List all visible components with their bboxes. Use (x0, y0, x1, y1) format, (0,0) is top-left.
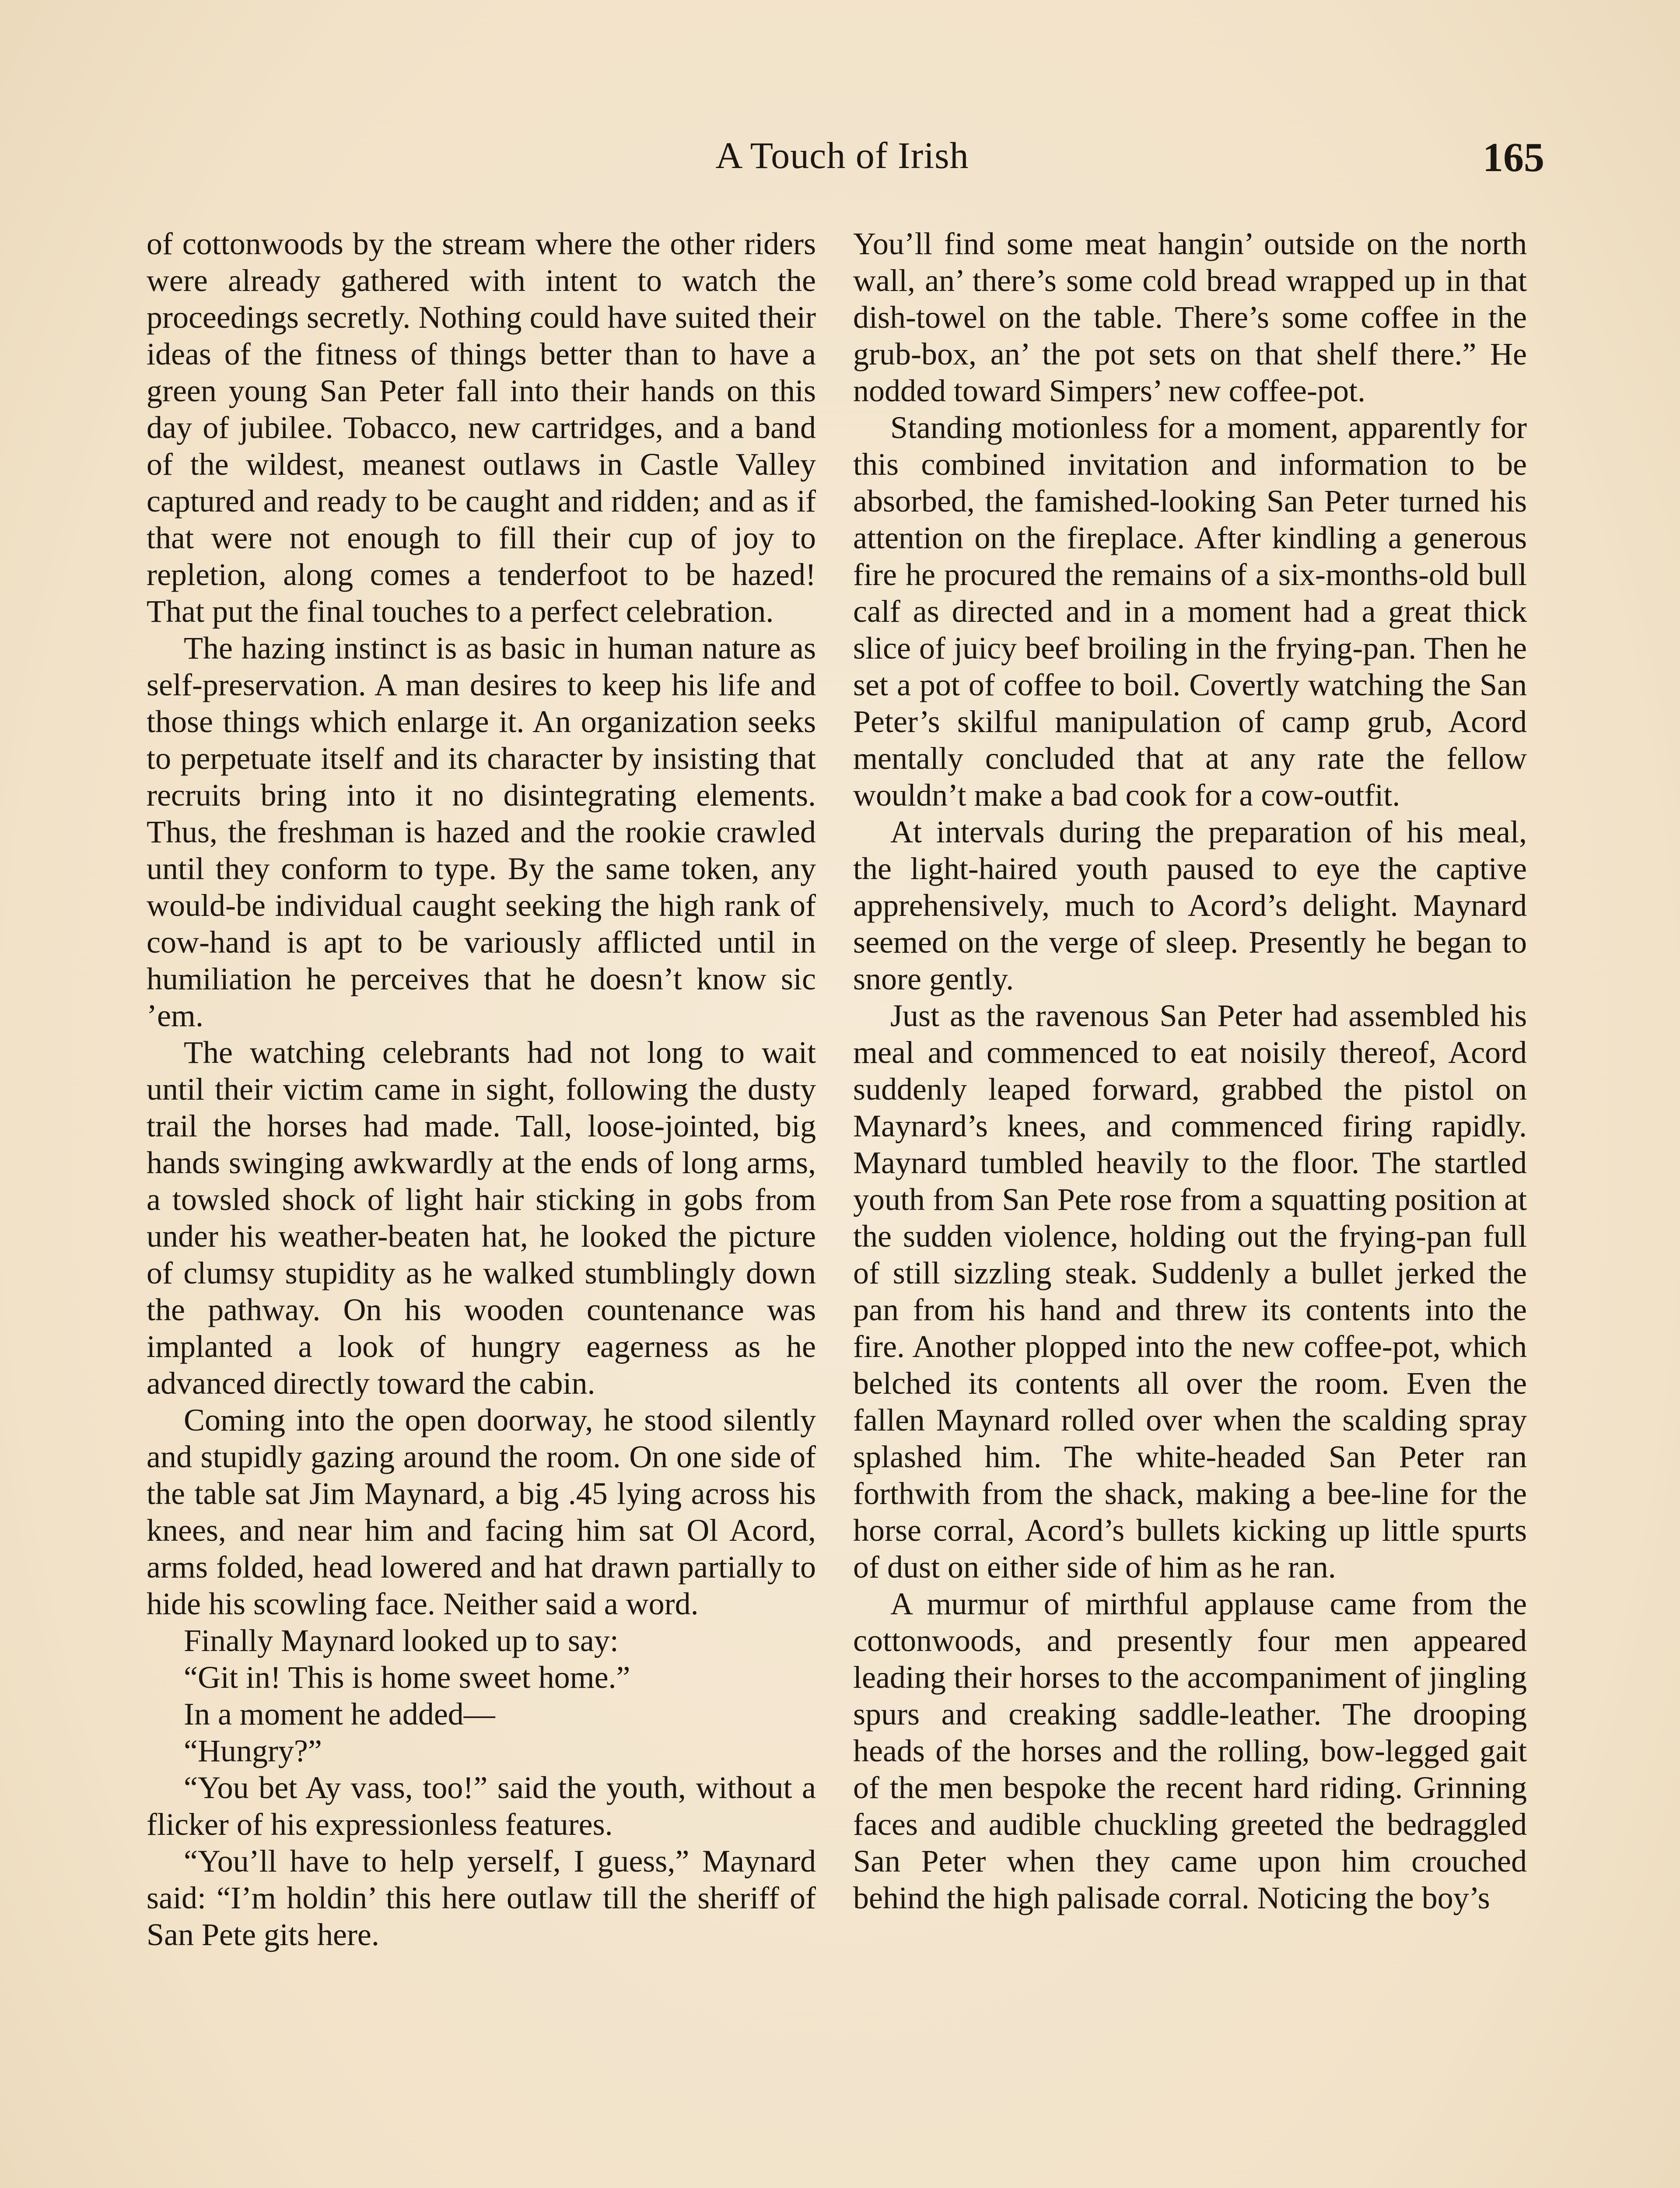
paragraph: At intervals during the preparation of his meal, the light-haired youth paused to eye the captive apprehensively, much to Acord’s delight. Maynard seemed on the verge of sleep. Presently he began to snore gently. (853, 814, 1527, 996)
paragraph: In a moment he added— (184, 1697, 495, 1732)
paragraph: Just as the ravenous San Peter had assembled his meal and commenced to eat noisily thereof, Acord suddenly leaped forward, grabbed the pistol on Maynard’s knees, and commenced firing rapidly. Maynard tumbled heavily to the floor. The startled youth from San Pete rose from a squatting position at the sudden violence, holding out the frying-pan full of still sizzling steak. Suddenly a bullet jerked the pan from his hand and threw its contents into the fire. Another plopped into the new coffee-pot, which belched its contents all over the room. Even the fallen Maynard rolled over when the scalding spray splashed him. The white-headed San Peter ran forthwith from the shack, making a bee-line for the horse corral, Acord’s bullets kicking up little spurts of dust on either side of him as he ran. (853, 998, 1527, 1585)
paragraph: Standing motionless for a moment, apparently for this combined invitation and information to be absorbed, the famished-looking San Peter turned his attention on the fireplace. After kindling a generous fire he procured the remains of a six-months-old bull calf as directed and in a moment had a great thick slice of juicy beef broiling in the frying-pan. Then he set a pot of coffee to boil. Covertly watching the San Peter’s skilful manipulation of camp grub, Acord mentally concluded that at any rate the fellow wouldn’t make a bad cook for a cow-outfit. (853, 410, 1527, 813)
left-text-column (147, 225, 816, 2188)
right-text-column (853, 225, 1527, 2188)
paragraph: Finally Maynard looked up to say: (184, 1623, 619, 1658)
paragraph: “You bet Ay vass, too!” said the youth, without a flicker of his expressionless features. (147, 1770, 816, 1842)
paragraph: A murmur of mirthful applause came from the cottonwoods, and presently four men appeared leading their horses to the accompaniment of jingling spurs and creaking saddle-leather. The drooping heads of the horses and the rolling, bow-legged gait of the men bespoke the recent hard riding. Grinning faces and audible chuckling greeted the bedraggled San Peter when they came upon him crouched behind the high palisade corral. Noticing the boy’s (853, 1586, 1527, 1915)
paragraph: The hazing instinct is as basic in human nature as self-preservation. A man desires to keep his life and those things which enlarge it. An organization seeks to perpetuate itself and its character by insisting that recruits bring into it no disintegrating elements. Thus, the freshman is hazed and the rookie crawled until they conform to type. By the same token, any would-be individual caught seeking the high rank of cow-hand is apt to be variously afflicted until in humiliation he perceives that he doesn’t know sic ’em. (147, 631, 816, 1033)
paragraph: “Hungry?” (184, 1733, 322, 1768)
running-head-title: A Touch of Irish (715, 134, 969, 176)
paragraph: “Git in! This is home sweet home.” (184, 1660, 630, 1695)
paragraph: of cottonwoods by the stream where the other riders were already gathered with intent to watch the proceedings secretly. Nothing could have suited their ideas of the fitness of things better than to have a green young San Peter fall into their hands on this day of jubilee. Tobacco, new cartridges, and a band of the wildest, meanest outlaws in Castle Valley captured and ready to be caught and ridden; and as if that were not enough to fill their cup of joy to repletion, along comes a tenderfoot to be hazed! That put the final touches to a perfect celebration. (147, 226, 816, 629)
page-number: 165 (1483, 135, 1544, 180)
paragraph: You’ll find some meat hangin’ outside on the north wall, an’ there’s some cold bread wrapped up in that dish-towel on the table. There’s some coffee in the grub-box, an’ the pot sets on that shelf there.” He nodded toward Simpers’ new coffee-pot. (853, 226, 1527, 408)
paragraph: “You’ll have to help yerself, I guess,” Maynard said: “I’m holdin’ this here outlaw till the sheriff of San Pete gits here. (147, 1844, 816, 1952)
paragraph: Coming into the open doorway, he stood silently and stupidly gazing around the room. On one side of the table sat Jim Maynard, a big .45 lying across his knees, and near him and facing him sat Ol Acord, arms folded, head lowered and hat drawn partially to hide his scowling face. Neither said a word. (147, 1403, 816, 1621)
paragraph: The watching celebrants had not long to wait until their victim came in sight, following the dusty trail the horses had made. Tall, loose-jointed, big hands swinging awkwardly at the ends of long arms, a towsled shock of light hair sticking in gobs from under his weather-beaten hat, he looked the picture of clumsy stupidity as he walked stumblingly down the pathway. On his wooden countenance was implanted a look of hungry eagerness as he advanced directly toward the cabin. (147, 1035, 816, 1401)
